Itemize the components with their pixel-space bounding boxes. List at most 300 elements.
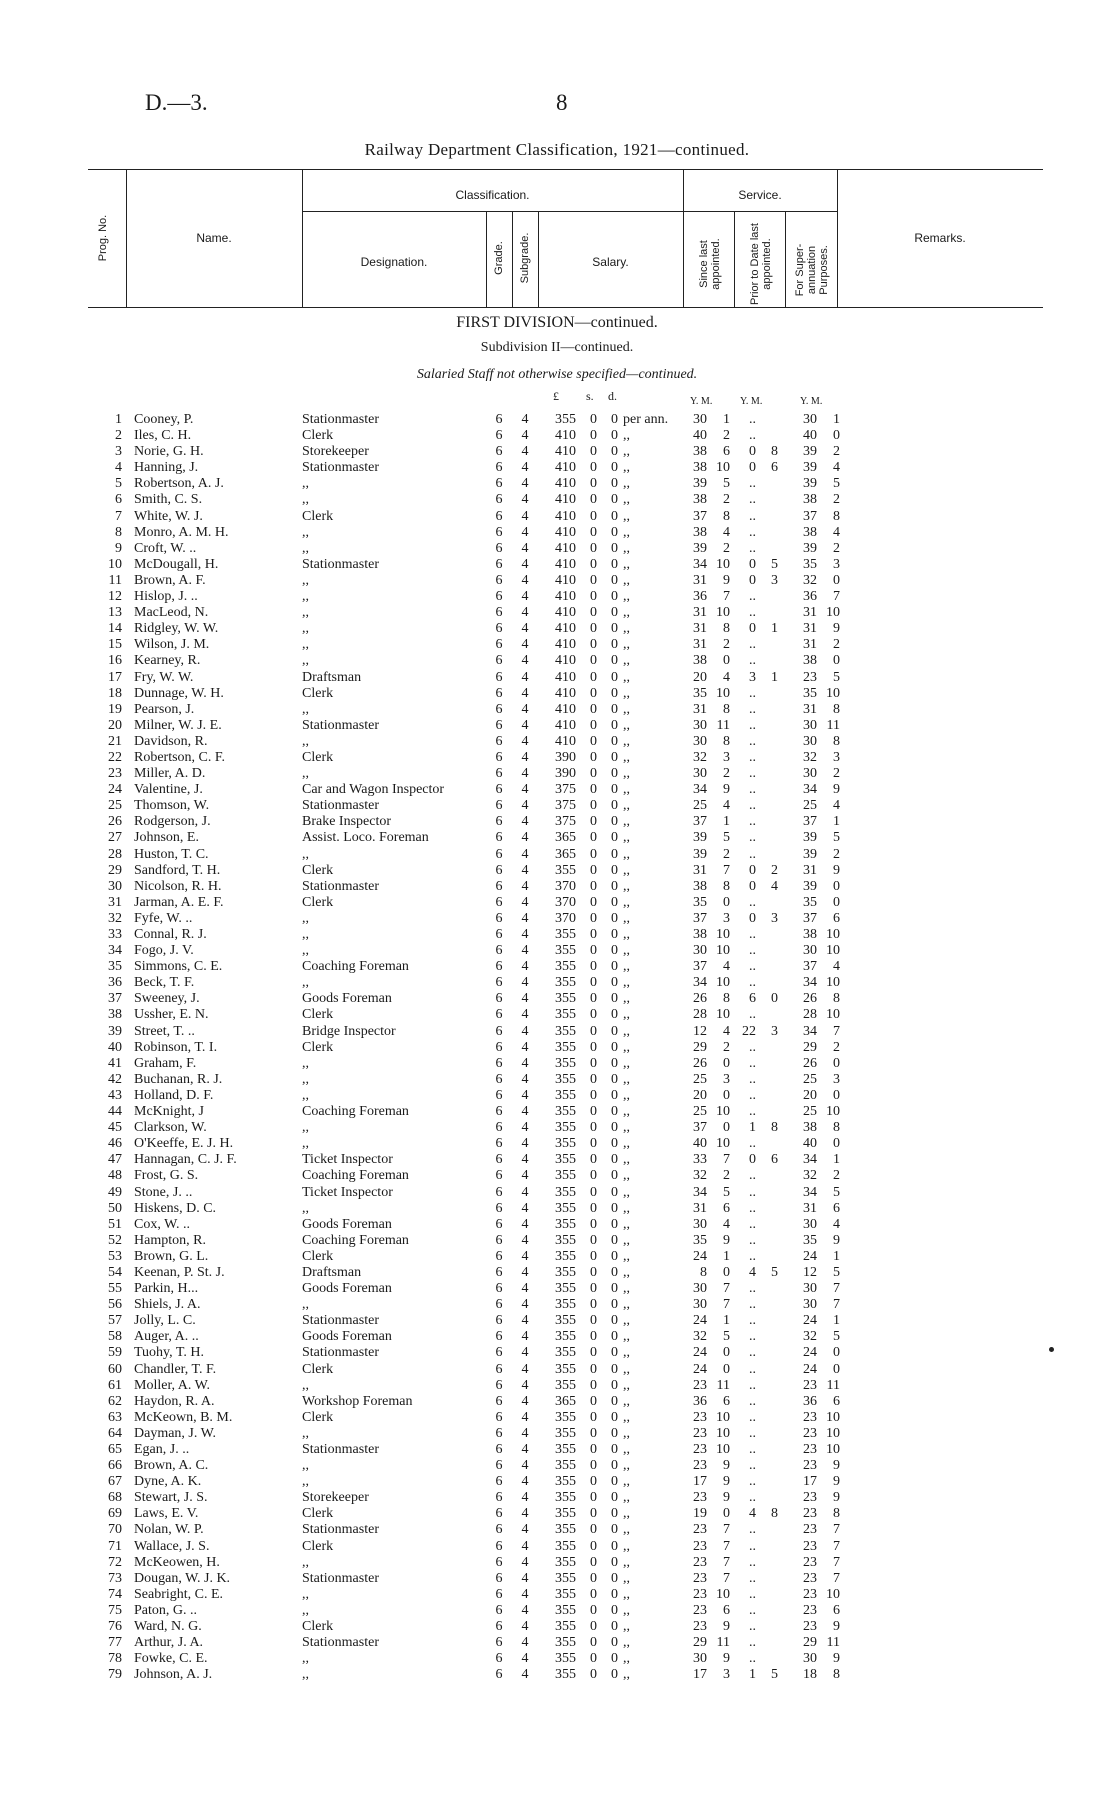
subgrade: 4	[521, 1474, 529, 1490]
subgrade: 4	[521, 1232, 529, 1248]
shillings: 0	[590, 1602, 597, 1618]
subgrade: 4	[521, 1361, 529, 1377]
prior-years: 0	[749, 572, 756, 588]
shillings: 0	[590, 556, 597, 572]
since-months: 0	[723, 1361, 730, 1377]
salary: 355	[555, 1538, 576, 1554]
super-years: 25	[803, 798, 817, 814]
table-row	[0, 1539, 1114, 1555]
grade: 6	[495, 508, 503, 524]
since-months: 8	[723, 701, 730, 717]
subgrade: 4	[521, 846, 529, 862]
subgrade: 4	[521, 1409, 529, 1425]
table-row	[0, 1555, 1114, 1571]
designation: Stationmaster	[302, 1442, 379, 1457]
pence: 0	[611, 1104, 618, 1120]
subgrade: 4	[521, 1136, 529, 1152]
designation: ,,	[302, 1055, 309, 1071]
prog-no: 73	[108, 1570, 122, 1586]
salary-period: ,,	[623, 1506, 630, 1522]
super-years: 31	[803, 637, 817, 653]
salary-period: ,,	[623, 894, 630, 910]
designation: ,,	[302, 1120, 309, 1136]
prog-no: 75	[108, 1602, 122, 1618]
pence: 0	[611, 1377, 618, 1393]
prior-months: 1	[771, 669, 778, 685]
salary: 355	[555, 1651, 576, 1667]
designation: ,,	[302, 492, 309, 508]
shillings: 0	[590, 1152, 597, 1168]
since-years: 37	[693, 1120, 707, 1136]
since-years: 35	[693, 1232, 707, 1248]
since-years: 23	[693, 1538, 707, 1554]
subgrade: 4	[521, 1120, 529, 1136]
shillings: 0	[590, 1297, 597, 1313]
super-months: 10	[826, 943, 840, 959]
prog-no: 41	[108, 1055, 122, 1071]
since-months: 10	[716, 1586, 730, 1602]
super-years: 23	[803, 1602, 817, 1618]
subgrade: 4	[521, 1345, 529, 1361]
prior-years: ..	[749, 476, 756, 492]
super-years: 24	[803, 1313, 817, 1329]
shillings: 0	[590, 927, 597, 942]
salary-period: ,,	[623, 1120, 630, 1136]
salary-period: ,,	[623, 1248, 630, 1264]
table-row	[0, 1410, 1114, 1426]
designation: ,,	[302, 1554, 309, 1570]
grade: 6	[495, 540, 503, 556]
pence: 0	[611, 1506, 618, 1522]
salary-period: ,,	[623, 1007, 630, 1023]
salary-period: ,,	[623, 701, 630, 717]
table-row	[0, 1120, 1114, 1136]
since-years: 40	[693, 1136, 707, 1152]
since-years: 25	[693, 1104, 707, 1120]
table-row	[0, 605, 1114, 621]
designation: Storekeeper	[302, 1490, 369, 1506]
salary: 410	[555, 540, 576, 556]
prog-no: 27	[108, 830, 122, 846]
grade: 6	[495, 1586, 503, 1602]
since-years: 23	[693, 1409, 707, 1425]
since-years: 34	[693, 1184, 707, 1200]
prior-years: ..	[749, 412, 756, 427]
salary: 355	[555, 1586, 576, 1602]
subgrade: 4	[521, 701, 529, 717]
super-years: 24	[803, 1361, 817, 1377]
prior-years: ..	[749, 1055, 756, 1071]
shillings: 0	[590, 1232, 597, 1248]
shillings: 0	[590, 1490, 597, 1506]
staff-table-body	[0, 412, 1114, 1683]
super-months: 8	[833, 508, 840, 524]
since-months: 2	[723, 540, 730, 556]
salary: 410	[555, 492, 576, 508]
super-months: 8	[833, 733, 840, 749]
designation: Goods Foreman	[302, 1281, 392, 1297]
prior-years: ..	[749, 943, 756, 959]
table-row	[0, 1571, 1114, 1587]
super-months: 6	[833, 1393, 840, 1409]
table-row	[0, 1249, 1114, 1265]
prior-years: 0	[749, 878, 756, 894]
since-months: 9	[723, 1458, 730, 1474]
super-years: 23	[803, 1506, 817, 1522]
salary: 410	[555, 428, 576, 444]
super-months: 5	[833, 830, 840, 846]
pence: 0	[611, 556, 618, 572]
shillings: 0	[590, 943, 597, 959]
salary-period: ,,	[623, 782, 630, 798]
super-months: 2	[833, 1168, 840, 1184]
since-years: 24	[693, 1345, 707, 1361]
staff-name: O'Keeffe, E. J. H.	[134, 1136, 234, 1152]
subgrade: 4	[521, 412, 529, 427]
designation: Stationmaster	[302, 460, 379, 476]
pence: 0	[611, 910, 618, 926]
subgrade: 4	[521, 540, 529, 556]
subgrade: 4	[521, 1490, 529, 1506]
since-years: 23	[693, 1458, 707, 1474]
grade: 6	[495, 669, 503, 685]
staff-name: Pearson, J.	[134, 701, 195, 717]
prior-years: 0	[749, 621, 756, 637]
shillings: 0	[590, 589, 597, 605]
table-row	[0, 1297, 1114, 1313]
super-years: 34	[803, 975, 817, 991]
table-row	[0, 959, 1114, 975]
document-title: Railway Department Classification, 1921—continued.	[364, 140, 750, 159]
super-months: 5	[833, 476, 840, 492]
prior-years: ..	[749, 524, 756, 540]
salary-period: ,,	[623, 1490, 630, 1506]
prior-years: ..	[749, 1474, 756, 1490]
since-months: 5	[723, 1329, 730, 1345]
grade: 6	[495, 1602, 503, 1618]
since-months: 9	[723, 1490, 730, 1506]
subgrade: 4	[521, 1635, 529, 1651]
subgrade: 4	[521, 492, 529, 508]
prior-months: 6	[771, 1152, 778, 1168]
super-years: 28	[803, 1007, 817, 1023]
grade: 6	[495, 1136, 503, 1152]
prog-no: 57	[108, 1313, 122, 1329]
super-months: 10	[826, 1007, 840, 1023]
since-months: 7	[723, 1281, 730, 1297]
super-months: 10	[826, 1409, 840, 1425]
grade: 6	[495, 1425, 503, 1441]
prog-no: 39	[108, 1023, 122, 1039]
staff-name: Seabright, C. E.	[134, 1586, 224, 1602]
prog-no: 37	[108, 991, 122, 1007]
staff-name: MacLeod, N.	[134, 605, 209, 621]
prior-years: ..	[749, 1087, 756, 1103]
pence: 0	[611, 1200, 618, 1216]
table-row	[0, 1152, 1114, 1168]
table-row	[0, 895, 1114, 911]
prog-no: 72	[108, 1554, 122, 1570]
designation: Bridge Inspector	[302, 1023, 396, 1039]
designation: ,,	[302, 540, 309, 556]
super-years: 30	[803, 733, 817, 749]
staff-name: Connal, R. J.	[134, 927, 207, 942]
prior-years: ..	[749, 717, 756, 733]
salary-period: ,,	[623, 1104, 630, 1120]
salary-period: ,,	[623, 669, 630, 685]
shillings: 0	[590, 1136, 597, 1152]
prog-no: 77	[108, 1635, 122, 1651]
super-years: 32	[803, 1329, 817, 1345]
super-months: 2	[833, 540, 840, 556]
prior-years: ..	[749, 701, 756, 717]
salary: 355	[555, 1039, 576, 1055]
prior-years: ..	[749, 1635, 756, 1651]
table-row	[0, 782, 1114, 798]
shillings: 0	[590, 733, 597, 749]
table-row	[0, 1313, 1114, 1329]
since-years: 31	[693, 572, 707, 588]
table-row	[0, 686, 1114, 702]
pence: 0	[611, 685, 618, 701]
salary-period: ,,	[623, 428, 630, 444]
since-months: 8	[723, 878, 730, 894]
grade: 6	[495, 1313, 503, 1329]
salary: 410	[555, 476, 576, 492]
grade: 6	[495, 1345, 503, 1361]
super-years: 31	[803, 605, 817, 621]
subgrade: 4	[521, 749, 529, 765]
prog-no: 17	[108, 669, 122, 685]
designation: ,,	[302, 927, 309, 942]
staff-name: Shiels, J. A.	[134, 1297, 201, 1313]
since-years: 36	[693, 589, 707, 605]
super-months: 10	[826, 685, 840, 701]
grade: 6	[495, 830, 503, 846]
grade: 6	[495, 621, 503, 637]
staff-name: Smith, C. S.	[134, 492, 203, 508]
super-months: 9	[833, 621, 840, 637]
designation: ,,	[302, 733, 309, 749]
prior-months: 1	[771, 621, 778, 637]
super-years: 25	[803, 1104, 817, 1120]
subgrade: 4	[521, 1458, 529, 1474]
subgrade: 4	[521, 1619, 529, 1635]
salary: 355	[555, 1619, 576, 1635]
salary: 355	[555, 1104, 576, 1120]
staff-name: Robinson, T. I.	[134, 1039, 218, 1055]
designation: Clerk	[302, 428, 334, 444]
designation: Stationmaster	[302, 878, 379, 894]
since-years: 39	[693, 476, 707, 492]
prior-months: 2	[771, 862, 778, 878]
salary-period: ,,	[623, 1184, 630, 1200]
super-months: 8	[833, 1506, 840, 1522]
super-months: 8	[833, 991, 840, 1007]
table-row	[0, 750, 1114, 766]
prior-months: 8	[771, 444, 778, 460]
subgrade: 4	[521, 685, 529, 701]
salary-period: ,,	[623, 637, 630, 653]
table-row	[0, 1217, 1114, 1233]
staff-name: Kearney, R.	[134, 653, 201, 669]
ym-super-unit: Y. M.	[800, 396, 823, 407]
subgrade: 4	[521, 814, 529, 830]
salary: 355	[555, 1474, 576, 1490]
grade: 6	[495, 1168, 503, 1184]
staff-name: Valentine, J.	[134, 782, 203, 798]
grade: 6	[495, 1248, 503, 1264]
subgrade: 4	[521, 1425, 529, 1441]
salary-period: ,,	[623, 476, 630, 492]
salary: 355	[555, 1071, 576, 1087]
table-row	[0, 1007, 1114, 1023]
prior-months: 0	[771, 991, 778, 1007]
pence: 0	[611, 766, 618, 782]
salary: 410	[555, 653, 576, 669]
since-months: 7	[723, 1152, 730, 1168]
super-months: 7	[833, 1023, 840, 1039]
prior-years: 4	[749, 1264, 756, 1280]
salary-period: ,,	[623, 1377, 630, 1393]
shillings: 0	[590, 444, 597, 460]
since-months: 4	[723, 959, 730, 975]
table-row	[0, 541, 1114, 557]
prog-no: 42	[108, 1071, 122, 1087]
salary-period: ,,	[623, 733, 630, 749]
super-years: 40	[803, 1136, 817, 1152]
designation: Stationmaster	[302, 1345, 379, 1361]
prog-no: 69	[108, 1506, 122, 1522]
shillings: 0	[590, 798, 597, 814]
table-row	[0, 1040, 1114, 1056]
table-row	[0, 702, 1114, 718]
salary: 410	[555, 460, 576, 476]
since-months: 2	[723, 1039, 730, 1055]
prior-years: ..	[749, 653, 756, 669]
prog-no: 48	[108, 1168, 122, 1184]
since-months: 10	[716, 685, 730, 701]
prog-no: 3	[115, 444, 122, 460]
prior-years: ..	[749, 1007, 756, 1023]
pound-unit: £	[553, 389, 559, 403]
pence: 0	[611, 653, 618, 669]
division-heading: FIRST DIVISION—continued.	[456, 314, 658, 331]
salary: 410	[555, 524, 576, 540]
table-row	[0, 653, 1114, 669]
salary: 355	[555, 1345, 576, 1361]
since-months: 10	[716, 460, 730, 476]
grade: 6	[495, 1264, 503, 1280]
subgrade: 4	[521, 1087, 529, 1103]
subgrade: 4	[521, 959, 529, 975]
pence: 0	[611, 1232, 618, 1248]
super-years: 31	[803, 1200, 817, 1216]
salary-period: ,,	[623, 1635, 630, 1651]
designation: Clerk	[302, 749, 334, 765]
salary-period: ,,	[623, 1023, 630, 1039]
shillings: 0	[590, 1554, 597, 1570]
super-years: 32	[803, 1168, 817, 1184]
pence: 0	[611, 492, 618, 508]
shillings: 0	[590, 1200, 597, 1216]
super-years: 23	[803, 1619, 817, 1635]
table-row	[0, 830, 1114, 846]
table-row	[0, 492, 1114, 508]
staff-name: Cox, W. ..	[134, 1216, 191, 1232]
designation: ,,	[302, 605, 309, 621]
since-years: 38	[693, 524, 707, 540]
since-months: 9	[723, 1474, 730, 1490]
subgrade: 4	[521, 1248, 529, 1264]
header-service: Service.	[738, 188, 782, 202]
shillings: 0	[590, 814, 597, 830]
designation: ,,	[302, 1087, 309, 1103]
table-row	[0, 1474, 1114, 1490]
since-years: 34	[693, 782, 707, 798]
designation: Storekeeper	[302, 444, 369, 460]
designation: Ticket Inspector	[302, 1152, 393, 1168]
pence: 0	[611, 749, 618, 765]
since-years: 40	[693, 428, 707, 444]
prog-no: 25	[108, 798, 122, 814]
salary: 355	[555, 1184, 576, 1200]
table-row	[0, 1619, 1114, 1635]
prior-years: ..	[749, 1345, 756, 1361]
prior-years: ..	[749, 1248, 756, 1264]
super-months: 2	[833, 444, 840, 460]
table-row	[0, 1185, 1114, 1201]
since-months: 4	[723, 669, 730, 685]
super-months: 8	[833, 1667, 840, 1683]
table-row	[0, 847, 1114, 863]
super-years: 38	[803, 492, 817, 508]
prog-no: 2	[115, 428, 122, 444]
shillings: 0	[590, 959, 597, 975]
since-months: 10	[716, 605, 730, 621]
prior-years: ..	[749, 1200, 756, 1216]
designation: ,,	[302, 524, 309, 540]
since-years: 31	[693, 701, 707, 717]
pence: 0	[611, 991, 618, 1007]
salary-period: ,,	[623, 1522, 630, 1538]
since-months: 1	[723, 1248, 730, 1264]
staff-name: McDougall, H.	[134, 556, 219, 572]
super-months: 0	[833, 1345, 840, 1361]
shillings: 0	[590, 846, 597, 862]
shillings: 0	[590, 653, 597, 669]
salary: 355	[555, 1506, 576, 1522]
table-row	[0, 1362, 1114, 1378]
grade: 6	[495, 1570, 503, 1586]
super-years: 18	[803, 1667, 817, 1683]
since-months: 4	[723, 798, 730, 814]
pence: 0	[611, 830, 618, 846]
prior-months: 4	[771, 878, 778, 894]
shillings: 0	[590, 878, 597, 894]
since-years: 29	[693, 1635, 707, 1651]
salary: 355	[555, 975, 576, 991]
prog-no: 21	[108, 733, 122, 749]
super-months: 7	[833, 1538, 840, 1554]
prog-no: 28	[108, 846, 122, 862]
since-months: 10	[716, 1007, 730, 1023]
designation: Coaching Foreman	[302, 1168, 409, 1184]
super-months: 7	[833, 1554, 840, 1570]
since-months: 1	[723, 814, 730, 830]
since-years: 30	[693, 1281, 707, 1297]
pence: 0	[611, 572, 618, 588]
